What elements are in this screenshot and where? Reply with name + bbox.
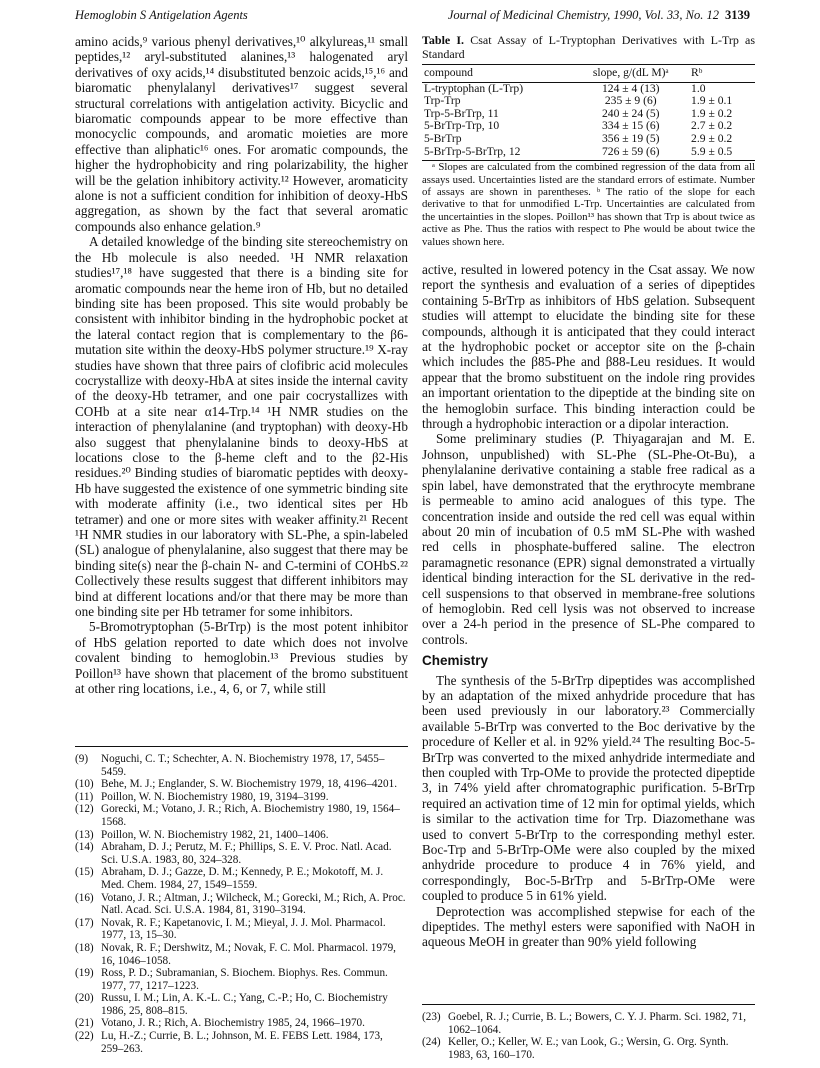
reference-item [422, 1011, 755, 1036]
csat-table [422, 64, 755, 161]
reference-item [75, 892, 408, 917]
reference-text: Abraham, D. J.; Gazze, D. M.; Kennedy, P. E.; Mokotoff, M. J. Med. Chem. 1984, 27, 1549–1559. [101, 866, 384, 891]
reference-number: (21) [75, 1017, 94, 1030]
table-cell: 5-BrTrp-Trp, 10 [424, 119, 500, 133]
reference-item [75, 829, 408, 842]
table-cell: 5-BrTrp-5-BrTrp, 12 [422, 146, 572, 161]
table-cell: 1.9 ± 0.1 [691, 94, 733, 108]
column-header: Rᵇ [689, 65, 755, 83]
reference-item [75, 1017, 408, 1030]
body-paragraph: 5-Bromotryptophan (5-BrTrp) is the most potent inhibitor of HbS gelation reported to date which does not involve covalent binding to hemoglobin.¹³ Previous studies by Poillon¹³ have shown that placement of the bromo substituent at other ring locations, i.e., 4, 6, or 7, while still [75, 619, 408, 697]
reference-text: Poillon, W. N. Biochemistry 1982, 21, 1400–1406. [101, 828, 329, 841]
left-column [75, 34, 408, 696]
body-paragraph: A detailed knowledge of the binding site stereochemistry on the Hb molecule is also needed. ¹H NMR relaxation studies¹⁷,¹⁸ have suggested that there is a binding site for aromatic compounds near the heme iron of Hb, but no detailed binding site has been proposed. This site would probably be consistent with inhibitor binding in the hydrophobic pocket at the lateral contact region that is complementary to the β6-mutation site within the deoxy-HbS polymer structure.¹⁹ X-ray studies have shown that three pairs of clofibric acid molecules cocrystallize with deoxy-HbA at sites inside the internal cavity of the deoxy-Hb tetramer, and one pair cocrystallizes with COHb at a site near α14-Trp.¹⁴ ¹H NMR studies on the interaction of phenylalanine (and tryptophan) with deoxy-Hb also suggest that phenylalanine binds to deoxy-HbS at locations close to the β-heme cleft and to the β2-His residues.²⁰ Binding studies of biaromatic peptides with deoxy-Hb have suggested the existence of one symmetric binding site with moderate affinity (i.e., two identical sites per Hb tetramer) and one or more sites with weaker affinity.²¹ Recent ¹H NMR studies in our laboratory with SL-Phe, a spin-labeled (SL) analogue of phenylalanine, also suggest that there may be binding site(s) near the β-chain N- and C-termini of COHbS.²² Collectively these results suggest that different inhibitors may bind at different locations and/or that there may be more than one binding site per Hb tetramer for some inhibitors. [75, 234, 408, 620]
table-cell: 240 ± 24 (5) [601, 106, 660, 120]
table-cell: 726 ± 59 (6) [572, 146, 689, 161]
table-title [422, 34, 755, 61]
reference-text: Votano, J. R.; Altman, J.; Wilcheck, M.; Gorecki, M.; Rich, A. Proc. Natl. Acad. Sci. U.S.A. 1984, 81, 3190–3194. [101, 891, 406, 917]
table-cell: 2.9 ± 0.2 [691, 131, 733, 145]
table-cell: L-tryptophan (L-Trp) [424, 81, 524, 95]
reference-number: (9) [75, 753, 89, 765]
reference-number: (24) [422, 1036, 441, 1049]
body-paragraph: The synthesis of the 5-BrTrp dipeptides was accomplished by an adaptation of the mixed anhydride procedure that has been used previously in our laboratory.²³ Commercially available 5-BrTrp was converted to the Boc derivative by the procedure of Keller et al. in 92% yield.²⁴ The resulting Boc-5-BrTrp was converted to the mixed anhydride intermediate and then coupled with Trp-OMe to provide the protected dipeptide 3, in 74% yield after chromatographic purification. 5-BrTrp required an activation time of 12 min for optimal yields, which is similar to the activation time for Trp. Diazomethane was used to convert 5-BrTrp to the corresponding methyl ester. Boc-Trp and 5-BrTrp-OMe were also coupled by the mixed anhydride procedure to produce 4 in 76% yield, and correspondingly, Boc-5-BrTrp and 5-BrTrp-OMe were coupled to produce 5 in 61% yield. [422, 672, 755, 904]
body-paragraph: active, resulted in lowered potency in the Csat assay. We now report the synthesis and evaluation of a series of dipeptides containing 5-BrTrp as inhibitors of HbS gelation. Subsequent studies will attempt to elucidate the binding site for these compounds, although it is anticipated that they could interact at the hydrophobic pocket or acceptor site on the β-chain which includes the β85-Phe and β88-Leu residues. It would appear that the bromo substituent on the indole ring provides an important orientation to the dipeptide at the binding site on the hemoglobin surface. This binding interaction could be through a hydrophobic interaction or a dipolar interaction. [422, 262, 755, 432]
table-cell: 235 ± 9 (6) [604, 94, 657, 108]
table-cell: 124 ± 4 (13) [601, 81, 660, 95]
table-footnote: ᵃ Slopes are calculated from the combined regression of the data from all assays used. Uncertainties listed are the standard errors of estimate. Number of assays are shown in parentheses. ᵇ The ratio of the slope for each derivative to that for unmodified L-Trp. Uncertainties are calculated from the uncertainties in the slopes. Poillon¹³ has shown that Trp is about twice as active as Phe. Thus the ratios with respect to Phe would be about twice the values shown here. [422, 161, 755, 248]
reference-item [75, 967, 408, 992]
reference-number: (13) [75, 828, 94, 841]
reference-item [75, 992, 408, 1017]
reference-number: (10) [75, 778, 94, 791]
reference-item [75, 791, 408, 804]
table-header-row [422, 65, 755, 83]
reference-text: Poillon, W. N. Biochemistry 1980, 19, 3194–3199. [101, 790, 329, 803]
table-label: Table I. [422, 33, 465, 47]
section-heading: Chemistry [422, 653, 489, 669]
reference-number: (22) [75, 1030, 94, 1043]
table-caption: Csat Assay of L-Tryptophan Derivatives with L-Trp as Standard [422, 33, 756, 61]
reference-number: (15) [75, 866, 94, 879]
reference-item [75, 866, 408, 891]
references-left [75, 746, 408, 1055]
reference-number: (19) [75, 967, 94, 980]
reference-number: (14) [75, 841, 94, 854]
column-header: compound [422, 65, 572, 83]
reference-number: (12) [75, 803, 94, 816]
journal-citation [448, 8, 750, 23]
reference-number: (11) [75, 790, 94, 803]
reference-text: Goebel, R. J.; Currie, B. L.; Bowers, C. Y. J. Pharm. Sci. 1982, 71, 1062–1064. [448, 1011, 747, 1036]
reference-text: Novak, R. F.; Dershwitz, M.; Novak, F. C. Mol. Pharmacol. 1979, 16, 1046–1058. [101, 941, 396, 967]
reference-text: Noguchi, C. T.; Schechter, A. N. Biochemistry 1978, 17, 5455–5459. [101, 753, 385, 778]
table-cell: 2.7 ± 0.2 [691, 119, 733, 133]
reference-item [75, 1030, 408, 1055]
reference-number: (17) [75, 916, 94, 929]
reference-item [75, 917, 408, 942]
running-header [75, 8, 750, 26]
reference-text: Ross, P. D.; Subramanian, S. Biochem. Biophys. Res. Commun. 1977, 77, 1217–1223. [101, 967, 388, 992]
reference-text: Lu, H.-Z.; Currie, B. L.; Johnson, M. E. FEBS Lett. 1984, 173, 259–263. [101, 1030, 383, 1055]
table-row [422, 133, 755, 146]
reference-item [75, 942, 408, 967]
table-cell: 356 ± 19 (5) [601, 131, 660, 145]
references-right [422, 1004, 755, 1061]
reference-item [75, 803, 408, 828]
table-row [422, 95, 755, 108]
reference-text: Keller, O.; Keller, W. E.; van Look, G.; Wersin, G. Org. Synth. 1983, 63, 160–170. [448, 1036, 729, 1061]
reference-number: (16) [75, 891, 94, 904]
reference-text: Gorecki, M.; Votano, J. R.; Rich, A. Biochemistry 1980, 19, 1564–1568. [101, 803, 400, 828]
table-cell: 1.9 ± 0.2 [691, 106, 733, 120]
table-row [422, 146, 755, 161]
reference-text: Votano, J. R.; Rich, A. Biochemistry 1985, 24, 1966–1970. [101, 1017, 365, 1030]
right-column [422, 34, 755, 950]
reference-item [75, 753, 408, 778]
table-cell: Trp-Trp [424, 94, 461, 108]
table-cell: Trp-5-BrTrp, 11 [424, 106, 499, 120]
reference-text: Behe, M. J.; Englander, S. W. Biochemistry 1979, 18, 4196–4201. [101, 778, 398, 791]
table-block [422, 34, 755, 248]
column-header: slope, g/(dL M)ᵃ [572, 65, 689, 83]
table-cell: 1.0 [691, 81, 706, 95]
page-number: 3139 [725, 8, 750, 22]
reference-text: Novak, R. F.; Kapetanovic, I. M.; Mieyal, J. J. Mol. Pharmacol. 1977, 13, 15–30. [101, 916, 386, 942]
reference-number: (20) [75, 992, 94, 1005]
reference-item [75, 841, 408, 866]
body-paragraph: Some preliminary studies (P. Thiyagarajan and M. E. Johnson, unpublished) with SL-Phe (SL-Phe-Ot-Bu), a phenylalanine derivative containing a stable free radical as a spin label, have demonstrated that the erythrocyte membrane is permeable to amino acid analogues of this type. The concentration inside and outside the red cell was equal within about 20 min of incubation of 0.5 mM SL-Phe with washed red cells in phosphate-buffered saline. The electron paramagnetic resonance (EPR) signal demonstrated a virtually identical binding interaction for the SL derivative in the red-cell suspensions to that observed in membrane-free solutions of hemoglobin. Red cell lysis was not observed to increase over a 24-h period in the presence of SL-Phe compared to controls. [422, 431, 755, 647]
table-cell: 5.9 ± 0.5 [689, 146, 755, 161]
reference-item [75, 778, 408, 791]
reference-text: Russu, I. M.; Lin, A. K.-L. C.; Yang, C.-P.; Ho, C. Biochemistry 1986, 25, 808–815. [101, 992, 388, 1017]
reference-number: (18) [75, 941, 94, 954]
table-cell: 334 ± 15 (6) [601, 119, 660, 133]
journal-name: Journal of Medicinal Chemistry, 1990, Vol. 33, No. 12 [447, 8, 719, 22]
reference-number: (23) [422, 1011, 441, 1023]
body-paragraph: amino acids,⁹ various phenyl derivatives,¹⁰ alkylureas,¹¹ small peptides,¹² aryl-substituted alanines,¹³ halogenated aryl derivatives of oxy acids,¹⁴ disubstituted benzoic acids,¹⁵,¹⁶ and biaromatic phenylalanyl derivatives¹⁷ suggest several structural correlations with antigelation activity. Bicyclic and biaromatic compounds appear to be more effective than monocyclic compounds, and aromatic moieties are more effective than aliphatic¹⁶ ones. For aromatic compounds, the higher the hydrophobicity and ring polarizability, the higher will be the gelation inhibitory activity.¹² However, aromaticity alone is not a sufficient condition for inhibition of deoxy-HbS aggregation, as shown by the fact that several aromatic compounds also enhance gelation.⁹ [75, 34, 408, 234]
table-cell: 5-BrTrp [424, 131, 462, 145]
running-title: Hemoglobin S Antigelation Agents [75, 8, 248, 22]
reference-text: Abraham, D. J.; Perutz, M. F.; Phillips, S. E. V. Proc. Natl. Acad. Sci. U.S.A. 1983, 80, 324–328. [101, 841, 392, 866]
reference-item [422, 1036, 755, 1061]
body-paragraph: Deprotection was accomplished stepwise for each of the dipeptides. The methyl esters were saponified with NaOH in aqueous MeOH in greater than 90% yield following [422, 903, 755, 950]
